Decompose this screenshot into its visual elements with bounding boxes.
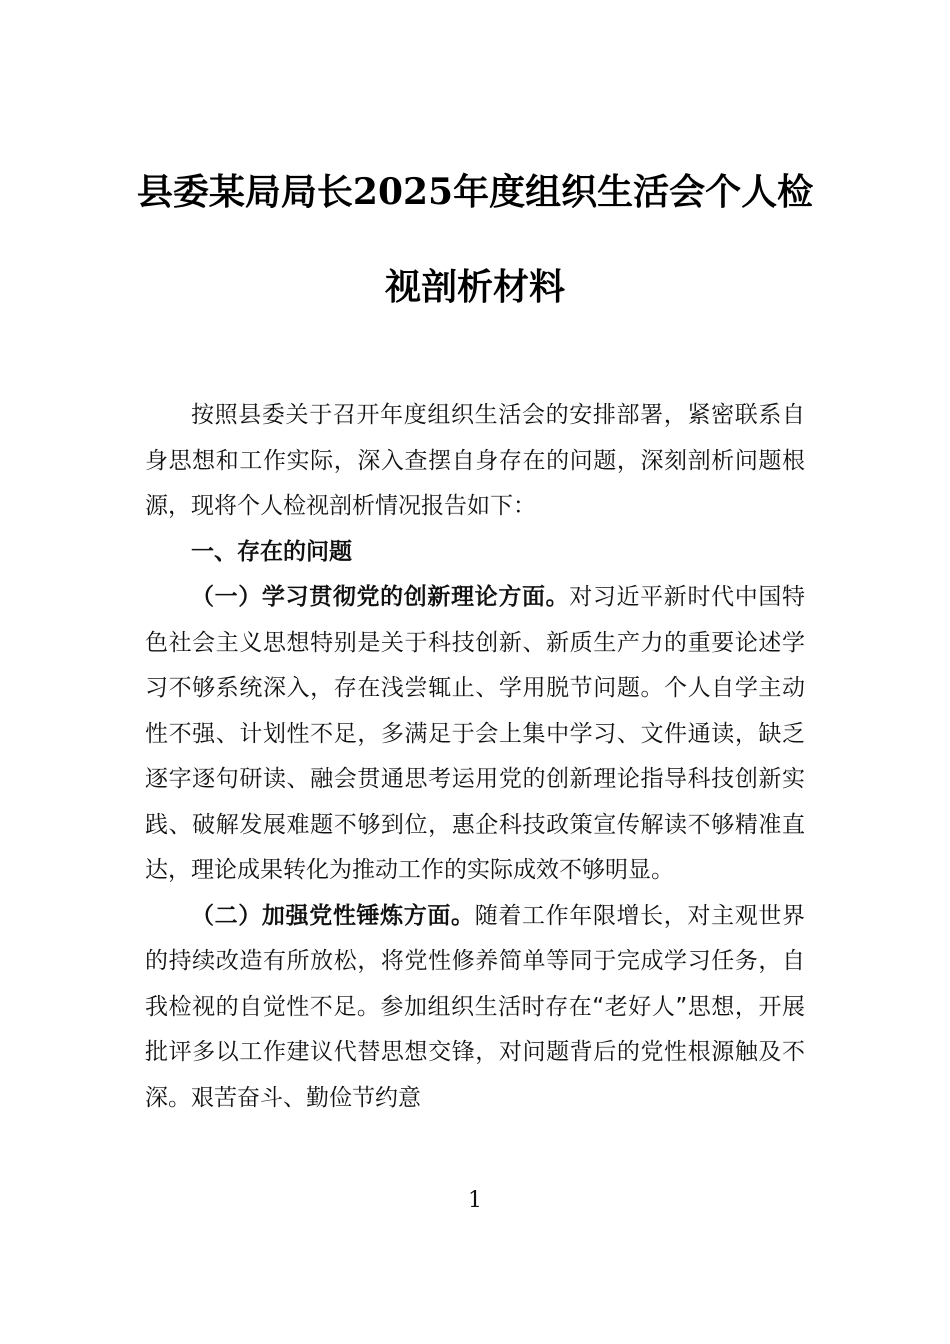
document-body xyxy=(145,393,805,1121)
problem-item-2-text: 随着工作年限增长，对主观世界的持续改造有所放松，将党性修养简单等同于完成学习任务，自我检视的自觉性不足。参加组织生活时存在“老好人”思想，开展批评多以工作建议代替思想交锋，对问题背后的党性根源触及不深。艰苦奋斗、勤俭节约意 xyxy=(145,902,806,1111)
document-title-line-1: 县委某局局长2025年度组织生活会个人检 xyxy=(136,171,814,213)
intro-paragraph: 按照县委关于召开年度组织生活会的安排部署，紧密联系自身思想和工作实际，深入查摆自身存在的问题，深刻剖析问题根源，现将个人检视剖析情况报告如下： xyxy=(145,402,805,519)
section-heading-problems: 一、存在的问题 xyxy=(191,538,352,565)
problem-item-1-lead: （一）学习贯彻党的创新理论方面。 xyxy=(191,584,570,610)
document-title-line-2: 视剖析材料 xyxy=(384,266,565,308)
problem-item-1 xyxy=(145,575,805,894)
page-number: 1 xyxy=(468,1188,482,1213)
problem-item-2-lead: （二）加强党性锤炼方面。 xyxy=(191,902,475,929)
problem-item-2 xyxy=(145,894,805,1122)
problem-item-1-text: 对习近平新时代中国特色社会主义思想特别是关于科技创新、新质生产力的重要论述学习不够系统深入，存在浅尝辄止、学用脱节问题。个人自学主动性不强、计划性不足，多满足于会上集中学习、文件通读，缺乏逐字逐句研读、融会贯通思考运用党的创新理论指导科技创新实践、破解发展难题不够到位，惠企科技政策宣传解读不够精准直达，理论成果转化为推动工作的实际成效不够明显。 xyxy=(145,584,806,883)
